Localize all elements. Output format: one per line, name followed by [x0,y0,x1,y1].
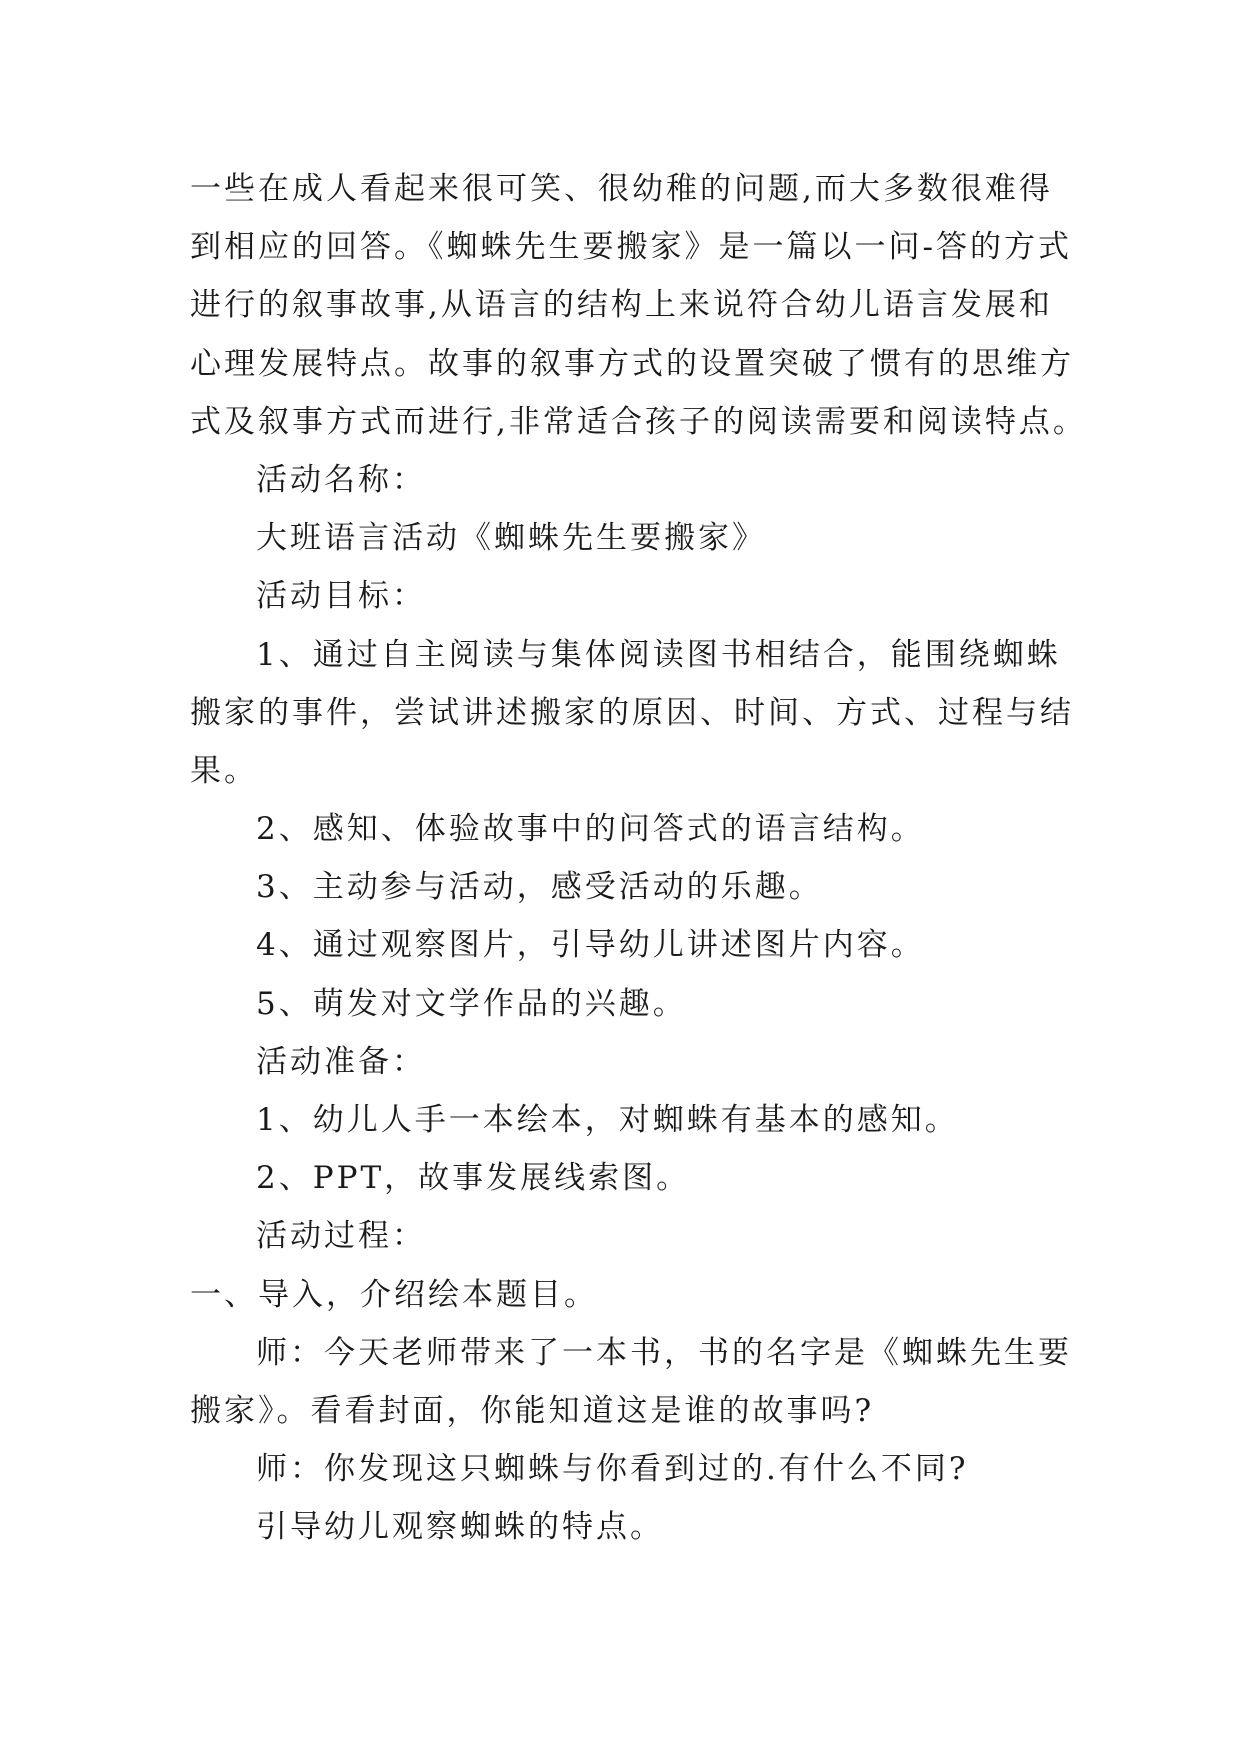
document-body [190,160,1087,1557]
paragraph-line: 大班语言活动《蜘蛛先生要搬家》 [256,520,766,557]
paragraph-line: 到相应的回答。《蜘蛛先生要搬家》是一篇以一问-答的方式 [190,229,1072,266]
paragraph-line: 一、导入，介绍绘本题目。 [190,1276,598,1313]
paragraph-line: 1、通过自主阅读与集体阅读图书相结合，能围绕蜘蛛 [256,636,1061,673]
paragraph-line: 活动过程： [256,1218,426,1255]
paragraph-line: 活动名称： [256,461,426,498]
paragraph-line: 师：今天老师带来了一本书，书的名字是《蜘蛛先生要 [256,1334,1072,1371]
paragraph-line: 3、主动参与活动，感受活动的乐趣。 [256,869,823,906]
paragraph-line: 活动准备： [256,1043,426,1080]
paragraph-line: 一些在成人看起来很可笑、很幼稚的问题,而大多数很难得 [190,171,1053,207]
paragraph-line: 4、通过观察图片，引导幼儿讲述图片内容。 [256,927,925,964]
paragraph-line: 搬家的事件，尝试讲述搬家的原因、时间、方式、过程与结 [190,694,1074,731]
paragraph-line: 进行的叙事故事,从语言的结构上来说符合幼儿语言发展和 [190,287,1053,324]
paragraph-line: 1、幼儿人手一本绘本，对蜘蛛有基本的感知。 [256,1102,959,1138]
paragraph-line: 5、萌发对文学作品的兴趣。 [256,985,687,1022]
paragraph-line: 果。 [190,752,258,789]
paragraph-line: 2、PPT，故事发展线索图。 [256,1160,691,1197]
paragraph-line: 师：你发现这只蜘蛛与你看到过的.有什么不同? [256,1451,969,1488]
paragraph-line: 引导幼儿观察蜘蛛的特点。 [256,1509,664,1546]
paragraph-line: 搬家》。看看封面，你能知道这是谁的故事吗? [190,1392,875,1429]
paragraph-line: 2、感知、体验故事中的问答式的语言结构。 [256,811,925,848]
paragraph-line: 心理发展特点。故事的叙事方式的设置突破了惯有的思维方 [190,345,1074,382]
paragraph-line: 活动目标： [256,578,426,615]
paragraph-line: 式及叙事方式而进行,非常适合孩子的阅读需要和阅读特点。 [190,403,1087,440]
